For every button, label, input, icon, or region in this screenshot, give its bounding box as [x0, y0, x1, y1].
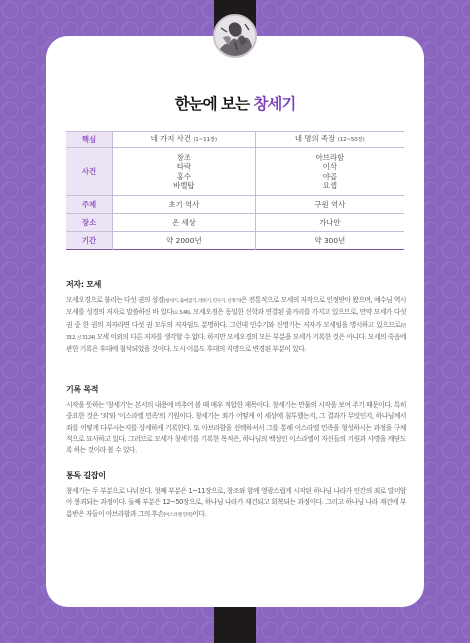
cell-four-events: 네 가지 사건 (1~11장)	[113, 132, 256, 148]
title-prefix: 한눈에 보는	[174, 95, 249, 113]
cell-theme-1: 초기 역사	[113, 196, 256, 214]
section-paragraph: 시작을 뜻하는 '창세기'는 본서의 내용에 비추어 볼 때 매우 적합한 제목이다. 창세기는 만물의 시작을 보여 주기 때문이다. 특히 중요한 것은 '죄'와 '이스라엘 민족'의 기원이다. 창세기는 죄가 어떻게 이 세상에 침투했는지, 그 결과가 무엇인지, 하나님께서 죄를 어떻게 다루시는지를 상세하게 기록한다. 또 아브라함을 선택하셔서 그를 통해 이스라엘 민족을 형성하시는 과정을 구체적으로 묘사하고 있다. 그러므로 모세가 창세기를 기록한 목적은, 하나님의 백성인 이스라엘이 자신들의 기원과 사명을 깨닫도록 하는 것이라 볼 수 있다.	[66, 401, 407, 455]
section-purpose	[66, 384, 406, 456]
cell-period-1: 약 2000년	[113, 232, 256, 250]
section-paragraph: 모세오경으로 불리는 다섯 권의 성경(창세기, 출애굽기, 레위기, 민수기, 신명기)은 전통적으로 모세의 저작으로 인정받아 왔으며, 예수님 역시 모세를 성경의 저자로 말씀하신 바 있다(요 5:46). 모세오경은 동일한 신학과 연결된 줄거리를 가지고 있으므로, 만약 모세가 다섯 권 중 한 권의 저자라면 다섯 권 모두의 저자임도 분명하다. 그런데 민수기와 신명기는 저자가 모세임을 명시하고 있으므로(민 33:2, 신 31:24) 모세 이외의 다른 저자를 생각할 수 없다. 하지만 모세오경의 모든 부분을 모세가 기록한 것은 아니다. 모세의 죽음에 관한 기록은 후대에 첨삭되었을 것이다. 도시 이름도 후대의 지명으로 변경된 부분이 있다.	[66, 296, 406, 354]
cell-events-list: 창조 타락 홍수 바벨탑	[113, 148, 256, 196]
section-heading: 기록 목적	[66, 385, 99, 394]
row-key-place: 장소	[66, 214, 113, 232]
page-title	[46, 92, 424, 114]
title-highlight: 창세기	[253, 95, 296, 113]
table-row-theme	[66, 196, 404, 214]
section-author	[66, 279, 406, 355]
cell-four-patriarchs: 네 명의 족장 (12~50장)	[255, 132, 404, 148]
cell-theme-2: 구원 역사	[255, 196, 404, 214]
row-key-theme: 주제	[66, 196, 113, 214]
section-heading: 통독 길잡이	[66, 471, 106, 480]
cell-patriarchs-list: 아브라함 이삭 야곱 요셉	[255, 148, 404, 196]
cell-place-2: 가나안	[255, 214, 404, 232]
table-row-header	[66, 132, 404, 148]
table-row-events	[66, 148, 404, 196]
section-paragraph: 창세기는 두 부분으로 나뉘진다. 첫째 부분은 1~11장으로, 창조와 함께 영광스럽게 시작된 하나님 나라가 인간의 죄로 말미암아 붕괴되는 과정이다. 둘째 부분은 12~50장으로, 하나님 나라가 재건되고 회복되는 과정이다. 그리고 하나님 나라 재건에 부름받은 자들이 아브라함과 그의 후손(이스라엘 민족)이다.	[66, 487, 406, 518]
summary-table	[66, 131, 404, 250]
engraving-image	[215, 16, 255, 56]
row-key-core: 핵심	[66, 132, 113, 148]
table-row-period	[66, 232, 404, 250]
row-key-events: 사건	[66, 148, 113, 196]
table-row-place	[66, 214, 404, 232]
cell-period-2: 약 300년	[255, 232, 404, 250]
section-reading-guide	[66, 470, 406, 521]
section-heading: 저자: 모세	[66, 280, 102, 289]
cell-place-1: 온 세상	[113, 214, 256, 232]
illustration-medallion	[213, 14, 257, 58]
row-key-period: 기간	[66, 232, 113, 250]
